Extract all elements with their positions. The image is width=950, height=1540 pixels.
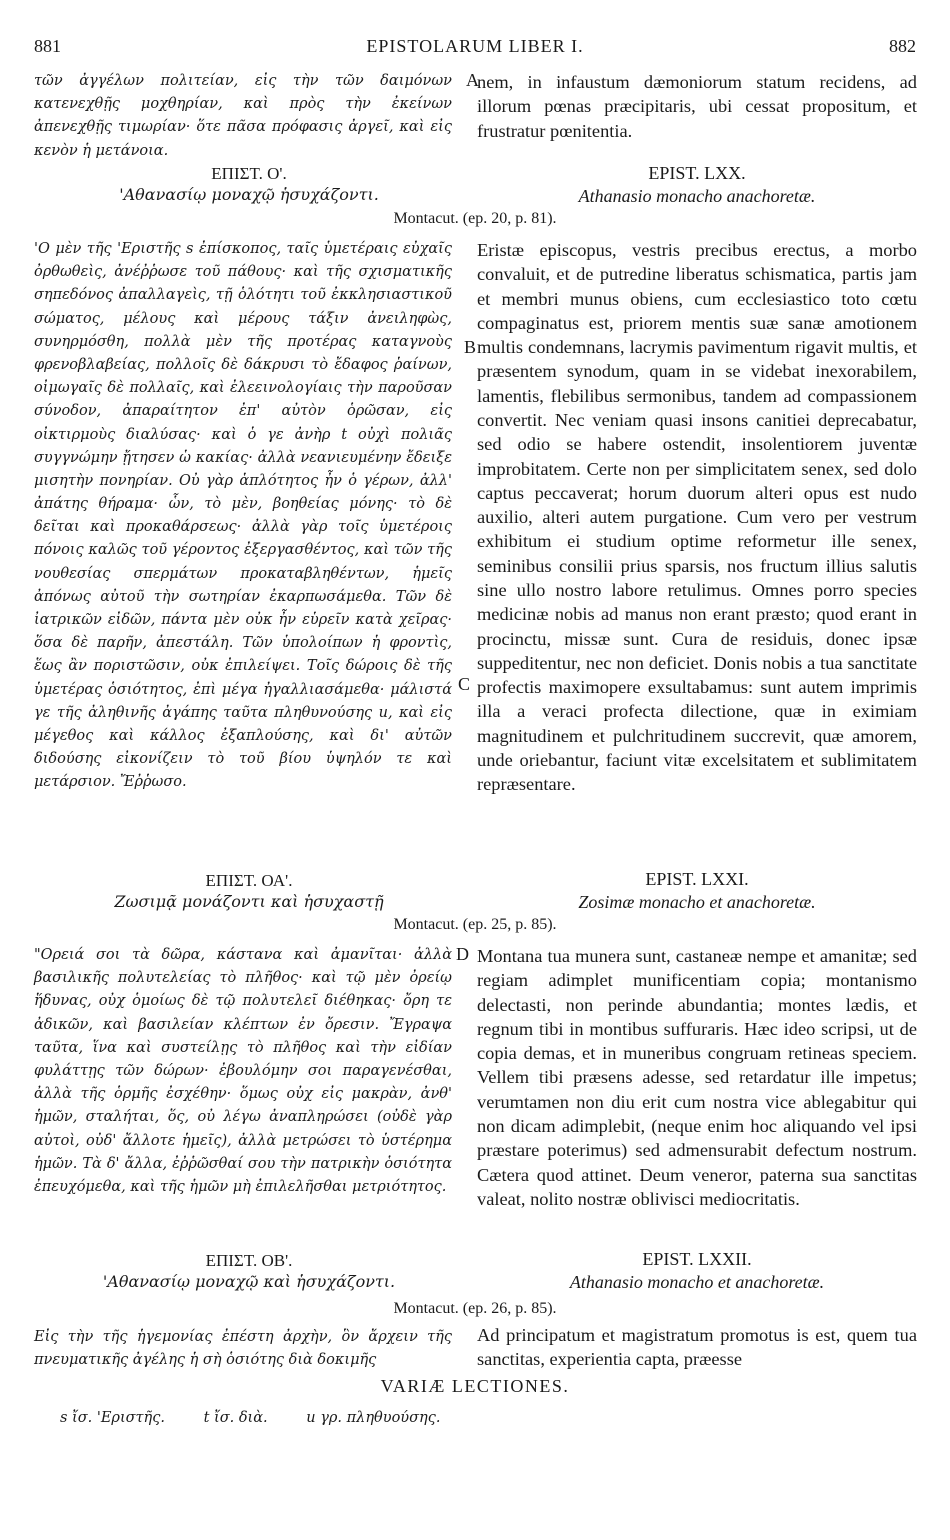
letter-72-source: Montacut. (ep. 26, p. 85). [393, 1300, 557, 1317]
margin-letter-c: C [458, 674, 471, 694]
letter-70-greek-body [34, 238, 452, 795]
letter-72-latin-text: Ad principatum et magistratum promotus is est, quem tua sanctitas, experientia capta, præesse [477, 1325, 917, 1370]
variae-lectiones-notes [60, 1410, 474, 1426]
letter-72-latin-heading: EPIST. LXXII. [642, 1249, 752, 1269]
greek-intro [34, 70, 452, 163]
variant-note: t ἴσ. διὰ. [203, 1410, 268, 1426]
letter-72-greek-text: Εἰς τὴν τῆς ἡγεμονίας ἐπέστη ἀρχὴν, ὃν ἄρχειν τῆς πνευματικῆς ἀγέλης ἡ σὴ ὁσιότης διὰ δοκιμῆς [34, 1329, 452, 1369]
letter-70-latin-text: Eristæ episcopus, vestris precibus erectus, a morbo convaluit, et de putredine liberatus schismatica, partis jam et membri munus obiens, cum ecclesiastico toto cœtu compaginatus est, priorem mentis suæ sanæ amotionem multis condemnans, lacrymis pavimentum rigavit multis, et præsentem synodum, quam in se videbat inexorabilem, lamentis, flebilibus sermonibus, tandem ad compassionem convertit. Nec veniam quasi insons canitiei deprecabatur, sed odio se habere ostendit, insolentiorem juventæ improbitatem. Certe non per simplicitatem senex, sed dolo captus peccaverat; horum duorum alteri opus est nudo auxilio, alteri autem purgatione. Cum vero per vestrum exhibitum ei studium optime reformetur ille senex, seminibus consilii prius sparsis, nos fructum illius salutis sine ullo nostro labore retulimus. Omnes porro species medicinæ nobis ad manus non erant præsto; quod erant in procinctu, missæ sunt. Cura de residuis, donec ipsæ suppeditentur, nec non deficiet. Donis nobis a tua sanctitate profectis maximopere exsultabamus: sunt autem imprimis illa a veraci profecta dilectione, quæ in eximiam magnitudinem et pulchritudinem succrevit, quæ amorem, unde oriebantur, faciunt vitæ excelsitatem et sublimitatem repræsentare. [477, 240, 917, 795]
letter-72-greek-heading: ΕΠΙΣΤ. ΟΒ'. [205, 1251, 293, 1270]
letter-71-latin-text: Montana tua munera sunt, castaneæ nempe et amanitæ; sed regiam adimplet munificentiam copia; montanismo delectasti, non perinde abundantia; montes lædis, et regnum tibi in montibus suffuraris. Hæc ideo scripsi, ut de copia demas, et in muneribus congruam retineas speciem. Vellem tibi præsens adesse, sed retardatur ille impetus; verumtamen non diu erit cum nostra vice ablegabitur qui non dicam adimplebit, (neque enim hoc aliquando vel ipsi præstare poterimus) sed admensurabit defectum nostrum. Cætera quod attinet. Deum veneror, paterna sua sanctitas valeat, nolito nostræ oblivisci mediocritatis. [477, 946, 917, 1209]
letter-71-latin-heading-block [477, 868, 917, 915]
running-title: EPISTOLARUM LIBER I. [366, 36, 584, 56]
margin-letter-d: D [456, 944, 469, 964]
letter-72-greek-heading-block [34, 1250, 464, 1293]
variant-note: u γρ. πληθυούσης. [306, 1410, 441, 1426]
letter-72-greek-body [34, 1326, 452, 1372]
page-number-left: 881 [34, 36, 61, 56]
latin-intro-text: nem, in infaustum dæmoniorum statum recidens, ad illorum pœnas præcipitaris, ubi cessat propositum, et frustratur pœnitentia. [477, 72, 917, 141]
letter-72-latin-heading-block [477, 1248, 917, 1295]
letter-70-latin-heading: EPIST. LXX. [648, 163, 746, 183]
letter-70-source: Montacut. (ep. 20, p. 81). [393, 210, 557, 227]
letter-71-source: Montacut. (ep. 25, p. 85). [393, 916, 557, 933]
letter-70-greek-heading: ΕΠΙΣΤ. Ο'. [211, 164, 287, 183]
letter-70-latin-body [477, 238, 917, 796]
margin-letter-a: A [466, 70, 479, 90]
margin-letter-b: B [464, 337, 477, 357]
letter-72-latin-body [477, 1323, 917, 1372]
letter-70-greek-text: 'Ο μὲν τῆς 'Εριστῆς s ἐπίσκοπος, ταῖς ὑμετέραις εὐχαῖς ὀρθωθεὶς, ἀνέῤῥωσε τοῦ πάθους· καὶ τῆς σχισματικῆς σηπεδόνος ἀπαλλαγεὶς, τῇ ὁλότητι τοῦ ἐκκλησιαστικοῦ σώματος, μέλους καὶ μέρους τάξιν ἀνειληφὼς, συνηρμόσθη, πολλὰ μὲν τῆς προτέρας καταγνοὺς φρενοβλαβείας, πολλοῖς δὲ δάκρυσι τὸ ἔδαφος ῥαίνων, οἰμωγαῖς δὲ πολλαῖς, καὶ ἐλεεινολογίαις τὴν παροῦσαν σύνοδον, ἀπαραίτητον ἐπ' αὐτὸν ὁρῶσαν, εἰς οἰκτιρμοὺς διαλύσας· καὶ ὁ γε ἀνὴρ t οὐχὶ πολιᾶς συγγνώμην ᾔτησεν ὡ κακίας· ἀλλὰ νεανιευμένην ἔδειξε μισητὴν πονηρίαν. Οὐ γὰρ ἁπλότητος ἦν ὁ γέρων, ἀλλ' ἀπάτης θήραμα· ὧν, τὸ μὲν, βοηθείας μόνης· τὸ δὲ δεῖται καὶ προκαθάρσεως· ἀλλὰ γὰρ τοῖς ὑμετέροις πόνοις καλῶς τοῦ γέροντος ἐξεργασθέντος, καὶ τῶν τῆς νουθεσίας σπερμάτων προκαταβληθέντων, ἡμεῖς ἀπόνως αὐτοῦ τὴν σωτηρίαν ἐκαρπωσάμεθα. Τῶν δὲ ἰατρικῶν εἰδῶν, πάντα μὲν οὐκ ἦν εὑρεῖν κατὰ χεῖρας· ὅσα δὲ παρῆν, ἀπεστάλη. Τῶν ὑπολοίπων ἡ φροντὶς, ἕως ἂν ποριστῶσιν, οὐκ ἐπιλείψει. Τοῖς δώροις δὲ τῆς ὑμετέρας ὁσιότητος, ἐπὶ μέγα ἠγαλλιασάμεθα· μάλιστά γε τῆς ἀληθινῆς ἀγάπης ταῦτα πληθυνούσης u, καὶ εἰς μέγεθος καὶ κάλλος ἐξαπλούσης, καὶ δι' αὐτῶν διδούσης εἰκονίζειν τὸ τοῦ βίου ὑψηλόν τε καὶ μετάρσιον. Ἔῤῥωσο. [34, 241, 452, 791]
letter-71-greek-text: "Ορειά σοι τὰ δῶρα, κάστανα καὶ ἀμανῖται· ἀλλὰ βασιλικῆς πολυτελείας τὸ πλῆθος· καὶ τῷ μὲν ὀρείῳ ἥδυνας, οὐχ ὁμοίως δὲ τῷ πολυτελεῖ διέθηκας· ὄρη τε ἀδικῶν, καὶ βασιλείαν κλέπτων ἐν ὄρεσιν. Ἔγραψα ταῦτα, ἵνα καὶ συστείλῃς τὸ πλῆθος καὶ τὴν εἰδίαν φυλάττῃς τῶν δώρων· ἐβουλόμην σοι παραγενέσθαι, ἀλλὰ τῆς ὁρμῆς ἐσχέθην· ὅμως οὐχ εἰς μακρὰν, ἀνθ' ἡμῶν, σταλήται, ὅς, οὐ λέγω ἀναπληρώσει (οὐδὲ γὰρ αὐτοὶ, οὐδ' ἄλλοτε ἡμεῖς), ἀλλὰ μετρώσει τὸ ὑστέρημα ἡμῶν. Τὰ δ' ἄλλα, ἐῤῥῶσθαί σου τὴν πατρικὴν ὁσιότητα ἐπευχόμεθα, καὶ τῆς ἡμῶν μὴ ἐπιλελῆσθαι μετριότητος. [34, 947, 452, 1195]
letter-70-greek-addressee: 'Αθανασίῳ μοναχῷ ἡσυχάζοντι. [119, 185, 379, 205]
letter-70-latin-heading-block [477, 162, 917, 209]
letter-71-latin-addressee: Zosimæ monacho et anachoretæ. [578, 892, 816, 913]
letter-70-greek-heading-block [34, 163, 464, 206]
variae-lectiones-heading: VARIÆ LECTIONES. [380, 1376, 570, 1396]
letter-71-greek-addressee: Ζωσιμᾷ μονάζοντι καὶ ἡσυχαστῇ [114, 892, 384, 912]
greek-intro-text: τῶν ἀγγέλων πολιτείαν, εἰς τὴν τῶν δαιμόνων κατενεχθῇς μοχθηρίαν, καὶ πρὸς τὴν ἐκείνων ἀπενεχθῇς τιμωρίαν· ὅτε πᾶσα πρόφασις ἀργεῖ, καὶ εἰς κενὸν ἡ μετάνοια. [34, 73, 452, 159]
letter-71-latin-body [477, 944, 917, 1211]
letter-72-greek-addressee: 'Αθανασίῳ μοναχῷ καὶ ἡσυχάζοντι. [102, 1272, 396, 1292]
variant-note: s ἴσ. 'Εριστῆς. [60, 1410, 165, 1426]
letter-71-greek-heading-block [34, 870, 464, 913]
latin-intro [477, 70, 917, 143]
letter-71-greek-body [34, 944, 452, 1199]
letter-70-latin-addressee: Athanasio monacho anachoretæ. [578, 186, 816, 207]
page-number-right: 882 [889, 36, 916, 56]
letter-72-latin-addressee: Athanasio monacho et anachoretæ. [569, 1272, 825, 1293]
letter-71-greek-heading: ΕΠΙΣΤ. ΟΑ'. [205, 871, 293, 890]
letter-71-latin-heading: EPIST. LXXI. [645, 869, 749, 889]
